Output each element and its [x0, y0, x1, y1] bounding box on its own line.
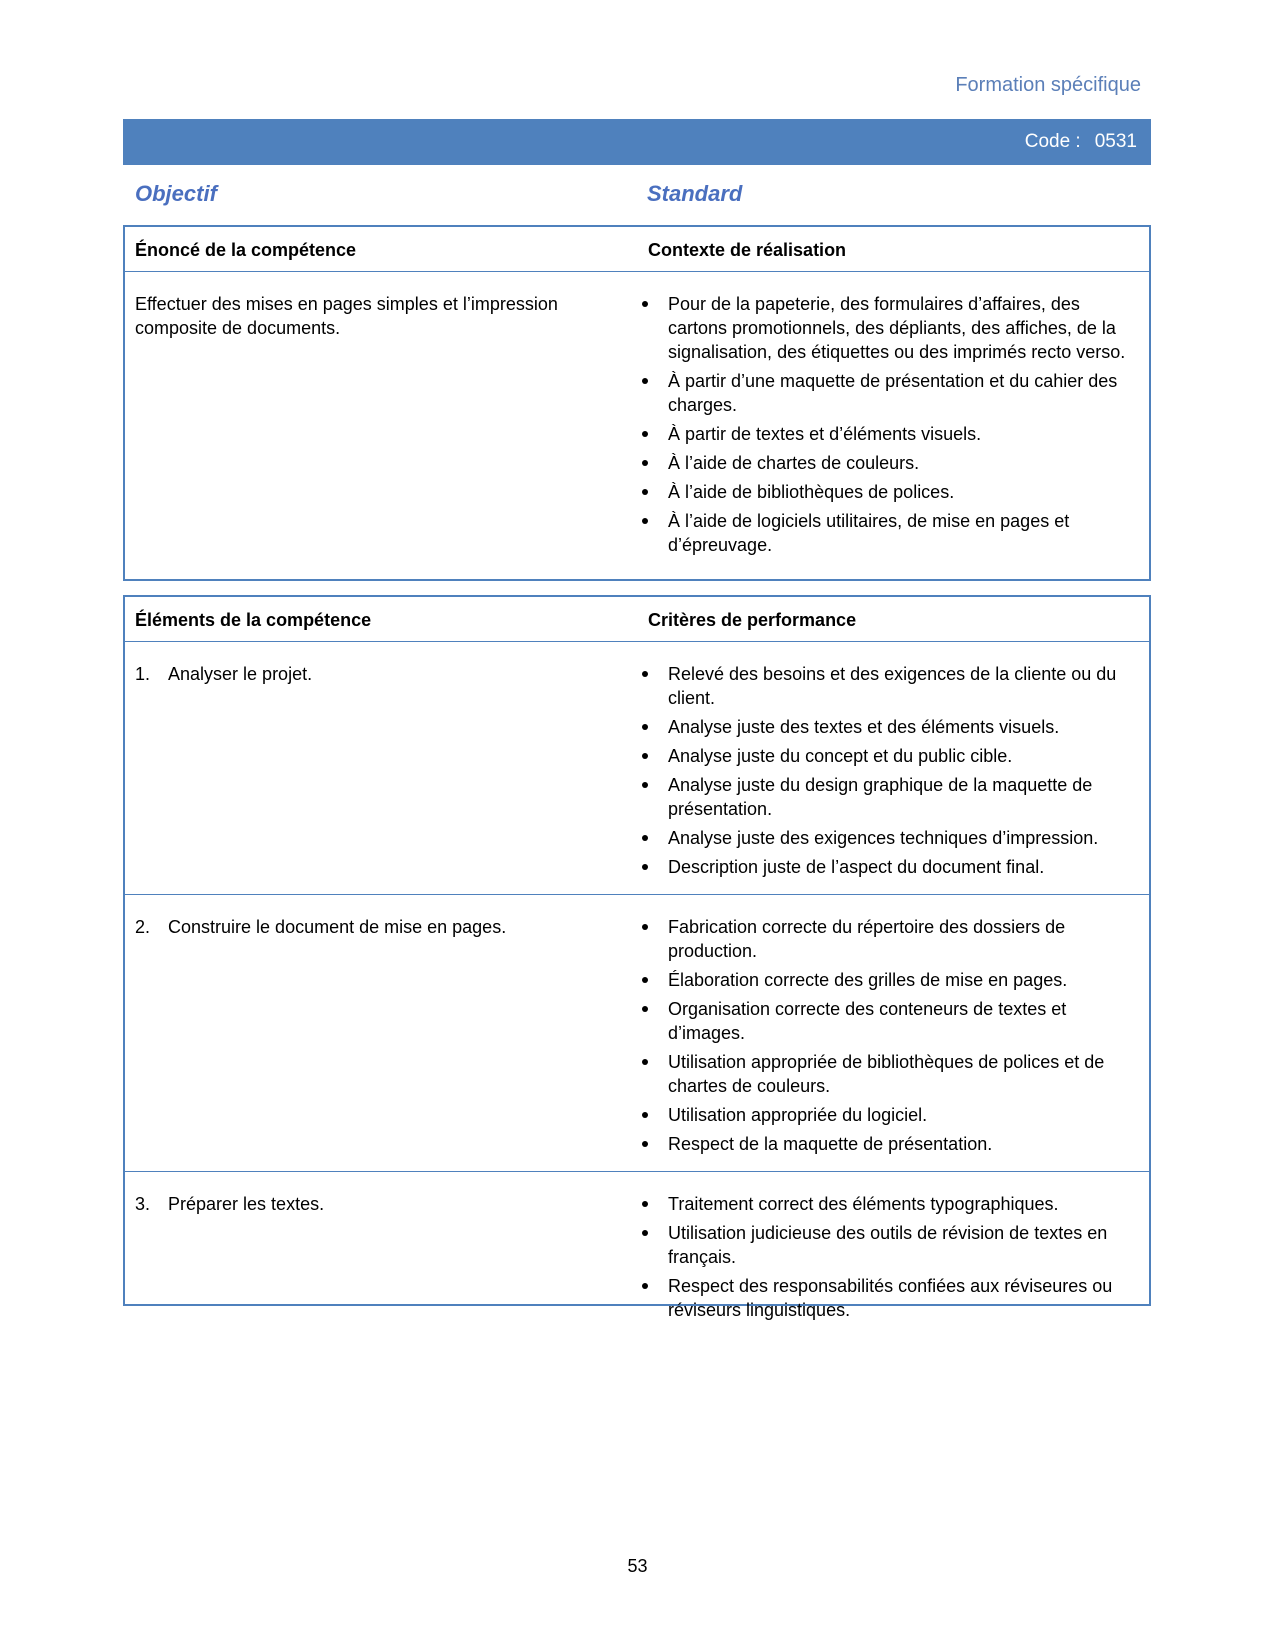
context-list — [638, 292, 1137, 557]
list-item-text: À l’aide de chartes de couleurs. — [668, 453, 920, 473]
list-item — [638, 369, 1137, 417]
table-row — [125, 642, 1149, 894]
list-item — [638, 715, 1137, 739]
bullet-icon — [642, 1112, 648, 1118]
list-item — [638, 1132, 1137, 1156]
list-item-text: À partir d’une maquette de présentation et du cahier des charges. — [668, 371, 1118, 415]
bullet-icon — [642, 489, 648, 495]
bullet-icon — [642, 431, 648, 437]
bullet-icon — [642, 460, 648, 466]
bullet-icon — [642, 753, 648, 759]
list-item — [638, 292, 1137, 364]
criteria-list — [638, 662, 1137, 879]
bullet-icon — [642, 1230, 648, 1236]
list-item-text: Utilisation appropriée du logiciel. — [668, 1105, 928, 1125]
list-item — [638, 968, 1137, 992]
standard-title: Standard — [647, 181, 743, 206]
bullet-icon — [642, 1141, 648, 1147]
list-item-text: Analyse juste du concept et du public cible. — [668, 746, 1013, 766]
list-item-text: Fabrication correcte du répertoire des dossiers de production. — [668, 917, 1066, 961]
statement-header: Énoncé de la compétence — [135, 240, 357, 260]
code-value: 0531 — [1094, 131, 1137, 152]
bullet-icon — [642, 301, 648, 307]
list-item — [638, 662, 1137, 710]
list-item-text: Analyse juste du design graphique de la maquette de présentation. — [668, 775, 1093, 819]
code-band — [123, 119, 1151, 165]
bullet-icon — [642, 724, 648, 730]
list-item — [638, 1050, 1137, 1098]
bullet-icon — [642, 977, 648, 983]
list-item-text: Respect de la maquette de présentation. — [668, 1134, 993, 1154]
list-item — [638, 1221, 1137, 1269]
criteria-list — [638, 915, 1137, 1156]
competency-statement-table — [123, 225, 1151, 581]
bullet-icon — [642, 835, 648, 841]
list-item-text: Pour de la papeterie, des formulaires d’affaires, des cartons promotionnels, des dépliants, des affiches, de la signalisation, des étiquettes ou des imprimés recto verso. — [668, 294, 1126, 362]
bullet-icon — [642, 1006, 648, 1012]
list-item-text: Description juste de l’aspect du document final. — [668, 857, 1045, 877]
program-label: Formation spécifique — [955, 74, 1141, 96]
list-item — [638, 422, 1137, 446]
list-item — [638, 855, 1137, 879]
objective-title: Objectif — [135, 181, 217, 206]
criteria-header: Critères de performance — [648, 610, 857, 630]
bullet-icon — [642, 1059, 648, 1065]
competency-statement: Effectuer des mises en pages simples et l’impression composite de documents. — [135, 294, 558, 338]
list-item — [638, 1274, 1137, 1322]
list-item-text: Analyse juste des textes et des éléments visuels. — [668, 717, 1060, 737]
criteria-list — [638, 1192, 1137, 1322]
competency-element: 2. Construire le document de mise en pages. — [135, 917, 507, 937]
competency-element: 3. Préparer les textes. — [135, 1194, 325, 1214]
list-item — [638, 1103, 1137, 1127]
performance-criteria-table — [123, 595, 1151, 1320]
list-item — [638, 773, 1137, 821]
list-item — [638, 451, 1137, 475]
page-number: 53 — [627, 1556, 648, 1576]
list-item — [638, 915, 1137, 963]
list-item — [638, 1192, 1137, 1216]
list-item-text: À partir de textes et d’éléments visuels. — [668, 424, 982, 444]
list-item-text: Relevé des besoins et des exigences de la cliente ou du client. — [668, 664, 1117, 708]
list-item-text: Traitement correct des éléments typographiques. — [668, 1194, 1059, 1214]
table-row — [125, 1171, 1149, 1337]
bullet-icon — [642, 1201, 648, 1207]
list-item-text: À l’aide de logiciels utilitaires, de mise en pages et d’épreuvage. — [668, 511, 1070, 555]
table-row — [125, 894, 1149, 1171]
bullet-icon — [642, 671, 648, 677]
bullet-icon — [642, 1283, 648, 1289]
list-item-text: Respect des responsabilités confiées aux réviseures ou réviseurs linguistiques. — [668, 1276, 1113, 1320]
list-item-text: Analyse juste des exigences techniques d’impression. — [668, 828, 1099, 848]
list-item-text: Élaboration correcte des grilles de mise en pages. — [668, 970, 1068, 990]
competency-element: 1. Analyser le projet. — [135, 664, 313, 684]
list-item — [638, 997, 1137, 1045]
table-header — [125, 227, 1149, 272]
bullet-icon — [642, 518, 648, 524]
table-header — [125, 597, 1149, 642]
bullet-icon — [642, 864, 648, 870]
bullet-icon — [642, 924, 648, 930]
code-label: Code : — [1024, 131, 1081, 152]
list-item-text: Utilisation appropriée de bibliothèques de polices et de chartes de couleurs. — [668, 1052, 1105, 1096]
list-item — [638, 509, 1137, 557]
list-item — [638, 480, 1137, 504]
list-item-text: Organisation correcte des conteneurs de textes et d’images. — [668, 999, 1067, 1043]
list-item — [638, 744, 1137, 768]
list-item-text: Utilisation judicieuse des outils de révision de textes en français. — [668, 1223, 1108, 1267]
section-titles — [133, 181, 1143, 209]
bullet-icon — [642, 782, 648, 788]
elements-rows — [125, 642, 1149, 1337]
list-item — [638, 826, 1137, 850]
table-row — [125, 272, 1149, 572]
list-item-text: À l’aide de bibliothèques de polices. — [668, 482, 955, 502]
bullet-icon — [642, 378, 648, 384]
elements-header: Éléments de la compétence — [135, 610, 372, 630]
context-header: Contexte de réalisation — [648, 240, 847, 260]
